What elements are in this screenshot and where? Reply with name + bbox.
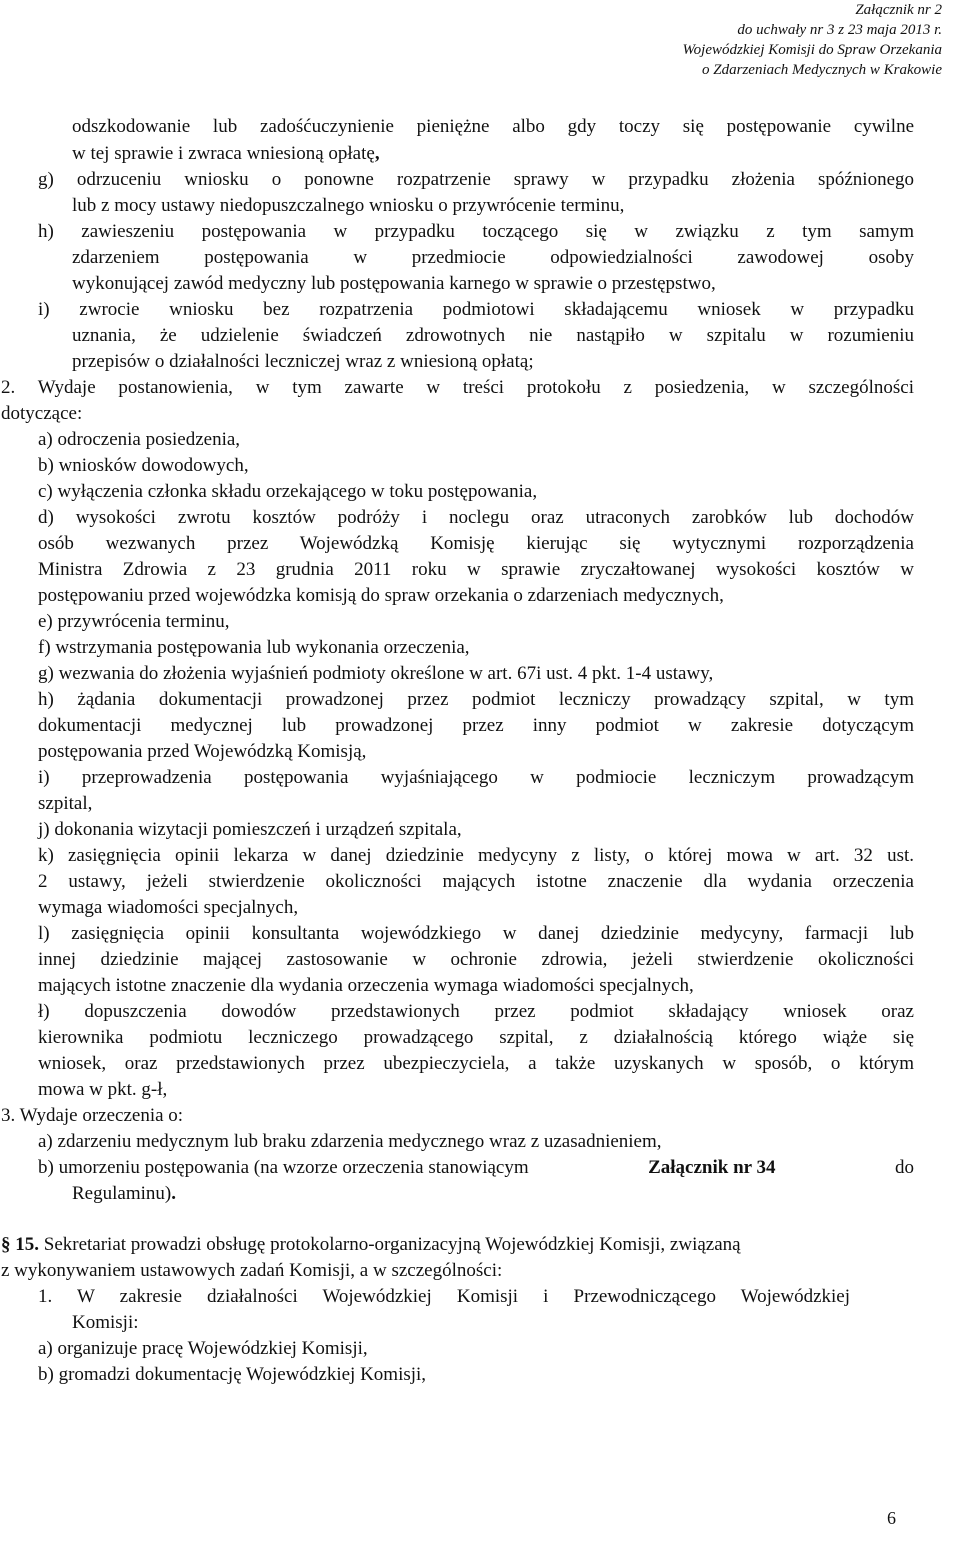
text-line: Ministra Zdrowia z 23 grudnia 2011 roku w sprawie zryczałtowanej wysokości kosztów w xyxy=(38,559,914,580)
text-line: zdarzeniem postępowania w przedmiocie odpowiedzialności zawodowej osoby xyxy=(72,247,914,268)
text-line xyxy=(1,1232,741,1258)
header-line-1: Załącznik nr 2 xyxy=(855,2,942,18)
text-line: kierownika podmiotu leczniczego prowadzącego szpital, z działalnością którego wiąże się xyxy=(38,1027,914,1048)
text-line: e) przywrócenia terminu, xyxy=(38,611,230,632)
text-line xyxy=(72,141,380,167)
text-line: b) wniosków dowodowych, xyxy=(38,455,249,476)
text-line: 3. Wydaje orzeczenia o: xyxy=(1,1105,184,1126)
text-line: lub z mocy ustawy niedopuszczalnego wniosku o przywrócenie terminu, xyxy=(72,195,625,216)
text-span: Sekretariat prowadzi obsługę protokolarno-organizacyjną Wojewódzkiej Komisji, związaną xyxy=(39,1234,741,1255)
text-line: 1. W zakresie działalności Wojewódzkiej Komisji i Przewodniczącego Wojewódzkiej xyxy=(38,1286,850,1307)
text-line: 2. Wydaje postanowienia, w tym zawarte w treści protokołu z posiedzenia, w szczególności xyxy=(1,377,914,398)
header-line-3: Wojewódzkiej Komisji do Spraw Orzekania xyxy=(682,42,942,58)
text-line: ł) dopuszczenia dowodów przedstawionych przez podmiot składający wniosek oraz xyxy=(38,1001,914,1022)
text-line: a) zdarzeniu medycznym lub braku zdarzenia medycznego wraz z uzasadnieniem, xyxy=(38,1131,662,1152)
text-line: dotyczące: xyxy=(1,403,83,424)
text-line: a) odroczenia posiedzenia, xyxy=(38,429,241,450)
header-line-2: do uchwały nr 3 z 23 maja 2013 r. xyxy=(737,22,942,38)
text-line: i) przeprowadzenia postępowania wyjaśniającego w podmiocie leczniczym prowadzącym xyxy=(38,767,914,788)
text-line: g) wezwania do złożenia wyjaśnień podmioty określone w art. 67i ust. 4 pkt. 1-4 ustawy, xyxy=(38,663,714,684)
text-line: Komisji: xyxy=(72,1312,139,1333)
text-line: k) zasięgnięcia opinii lekarza w danej dziedzinie medycyny z listy, o której mowa w art. 32 ust. xyxy=(38,845,914,866)
text-span: . xyxy=(171,1183,176,1204)
text-line: szpital, xyxy=(38,793,93,814)
text-line: f) wstrzymania postępowania lub wykonania orzeczenia, xyxy=(38,637,470,658)
text-line: z wykonywaniem ustawowych zadań Komisji, a w szczególności: xyxy=(1,1260,503,1281)
text-line xyxy=(72,1181,176,1207)
text-line: wymaga wiadomości specjalnych, xyxy=(38,897,299,918)
text-line: wniosek, oraz przedstawionych przez ubezpieczyciela, a także uzyskanych w sposób, o którym xyxy=(38,1053,914,1074)
text-line: i) zwrocie wniosku bez rozpatrzenia podmiotowi składającemu wniosek w przypadku xyxy=(38,299,914,320)
text-line: uznania, że udzielenie świadczeń zdrowotnych nie nastąpiło w szpitalu w rozumieniu xyxy=(72,325,914,346)
text-span: do xyxy=(894,1157,914,1178)
text-line: odszkodowanie lub zadośćuczynienie pieniężne albo gdy toczy się postępowanie cywilne xyxy=(72,116,914,137)
text-line: b) gromadzi dokumentację Wojewódzkiej Komisji, xyxy=(38,1364,427,1385)
text-line: mowa w pkt. g-ł, xyxy=(38,1079,168,1100)
text-line: dokumentacji medycznej lub prowadzonej przez inny podmiot w zakresie dotyczącym xyxy=(38,715,914,736)
text-line: wykonującej zawód medyczny lub postępowania karnego w sprawie o przestępstwo, xyxy=(72,273,716,294)
text-line: c) wyłączenia członka składu orzekającego w toku postępowania, xyxy=(38,481,538,502)
text-span: Załącznik nr 34 xyxy=(648,1157,776,1178)
text-span: b) umorzeniu postępowania (na wzorze orzeczenia stanowiącym xyxy=(38,1157,529,1178)
header-line-4: o Zdarzeniach Medycznych w Krakowie xyxy=(702,62,942,78)
document-header xyxy=(683,0,942,80)
text-span: Regulaminu) xyxy=(72,1183,172,1204)
text-line: mających istotne znaczenie dla wydania orzeczenia wymaga wiadomości specjalnych, xyxy=(38,975,694,996)
text-line: g) odrzuceniu wniosku o ponowne rozpatrzenie sprawy w przypadku złożenia spóźnionego xyxy=(38,169,914,190)
text-line: innej dziedzinie mającej zastosowanie w ochronie zdrowia, jeżeli stwierdzenie okoliczności xyxy=(38,949,914,970)
text-line xyxy=(38,1155,914,1181)
text-line: l) zasięgnięcia opinii konsultanta wojewódzkiego w danej dziedzinie medycyny, farmacji lub xyxy=(38,923,914,944)
section-sign: § xyxy=(1,1234,11,1255)
text-line: d) wysokości zwrotu kosztów podróży i noclegu oraz utraconych zarobków lub dochodów xyxy=(38,507,914,528)
text-line: postępowania przed Wojewódzką Komisją, xyxy=(38,741,367,762)
text-line: a) organizuje pracę Wojewódzkiej Komisji, xyxy=(38,1338,368,1359)
page-number: 6 xyxy=(887,1508,896,1528)
text-line: 2 ustawy, jeżeli stwierdzenie okoliczności mających istotne znaczenie dla wydania orzeczenia xyxy=(38,871,914,892)
text-line: osób wezwanych przez Wojewódzką Komisję kierując się wytycznymi rozporządzenia xyxy=(38,533,914,554)
section-number: 15. xyxy=(15,1234,39,1255)
text-line: przepisów o działalności leczniczej wraz z wniesioną opłatą; xyxy=(72,351,534,372)
text-line: h) żądania dokumentacji prowadzonej przez podmiot leczniczy prowadzący szpital, w tym xyxy=(38,689,914,710)
text-span: , xyxy=(374,143,380,164)
text-line: j) dokonania wizytacji pomieszczeń i urządzeń szpitala, xyxy=(38,819,462,840)
text-span: w tej sprawie i zwraca wniesioną opłatę xyxy=(72,143,375,164)
text-line: h) zawieszeniu postępowania w przypadku toczącego się w związku z tym samym xyxy=(38,221,914,242)
text-line: postępowaniu przed wojewódzka komisją do spraw orzekania o zdarzeniach medycznych, xyxy=(38,585,724,606)
